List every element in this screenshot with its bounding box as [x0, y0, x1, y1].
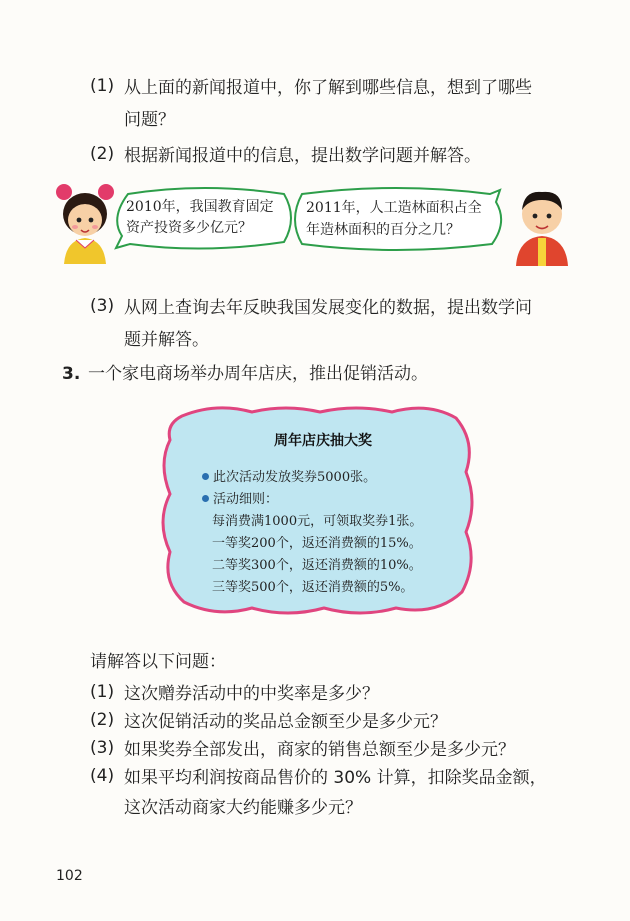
poster-rule-4: 三等奖500个，返还消费额的5%。 — [212, 580, 414, 595]
sub-q2-text: 这次促销活动的奖品总金额至少是多少元？ — [124, 712, 447, 732]
q1-text-line1: 从上面的新闻报道中，你了解到哪些信息，想到了哪些 — [124, 78, 532, 98]
problem-text: 一个家电商场举办周年店庆，推出促销活动。 — [88, 364, 428, 384]
girl-bubble-line2: 资产投资多少亿元？ — [126, 220, 252, 236]
q3-number: (3) — [90, 296, 115, 316]
boy-bubble-line1: 2011年，人工造林面积占全 — [306, 200, 482, 216]
sub-q4-number: (4) — [90, 766, 115, 786]
q2-number: (2) — [90, 144, 115, 164]
problem-number: 3. — [62, 364, 81, 384]
sub-q3-text: 如果奖券全部发出，商家的销售总额至少是多少元？ — [124, 740, 515, 760]
sub-q1-text: 这次赠券活动中的中奖率是多少？ — [124, 684, 379, 704]
boy-bubble-line2: 年造林面积的百分之几？ — [306, 222, 460, 238]
q1-number: (1) — [90, 76, 115, 96]
poster-rule-2: 一等奖200个，返还消费额的15%。 — [212, 536, 422, 551]
sub-q4-text-line2: 这次活动商家大约能赚多少元？ — [124, 798, 362, 818]
boy-illustration — [508, 186, 576, 266]
sub-q4-text-line1: 如果平均利润按商品售价的 30% 计算，扣除奖品金额， — [124, 768, 547, 788]
girl-bubble-line1: 2010年，我国教育固定 — [126, 199, 274, 215]
sub-q3-number: (3) — [90, 738, 115, 758]
poster-rule-1: 每消费满1000元，可领取奖券1张。 — [212, 514, 423, 529]
poster-rule-3: 二等奖300个，返还消费额的10%。 — [212, 558, 422, 573]
sub-q2-number: (2) — [90, 710, 115, 730]
poster-bullet-2 — [202, 490, 278, 510]
q3-text-line1: 从网上查询去年反映我国发展变化的数据，提出数学问 — [124, 298, 532, 318]
q2-text: 根据新闻报道中的信息，提出数学问题并解答。 — [124, 146, 481, 166]
bullet-dot-icon — [202, 495, 209, 502]
sub-q1-number: (1) — [90, 682, 115, 702]
poster-bullet-1 — [202, 468, 376, 488]
questions-intro: 请解答以下问题： — [90, 652, 226, 672]
poster-bullet-1-text: 此次活动发放奖券5000张。 — [213, 470, 377, 485]
poster-title: 周年店庆抽大奖 — [274, 433, 372, 449]
page-number: 102 — [56, 868, 83, 884]
poster-bullet-2-text: 活动细则： — [213, 492, 279, 507]
q3-text-line2: 题并解答。 — [124, 330, 209, 350]
q1-text-line2: 问题？ — [124, 110, 175, 130]
bullet-dot-icon — [202, 473, 209, 480]
